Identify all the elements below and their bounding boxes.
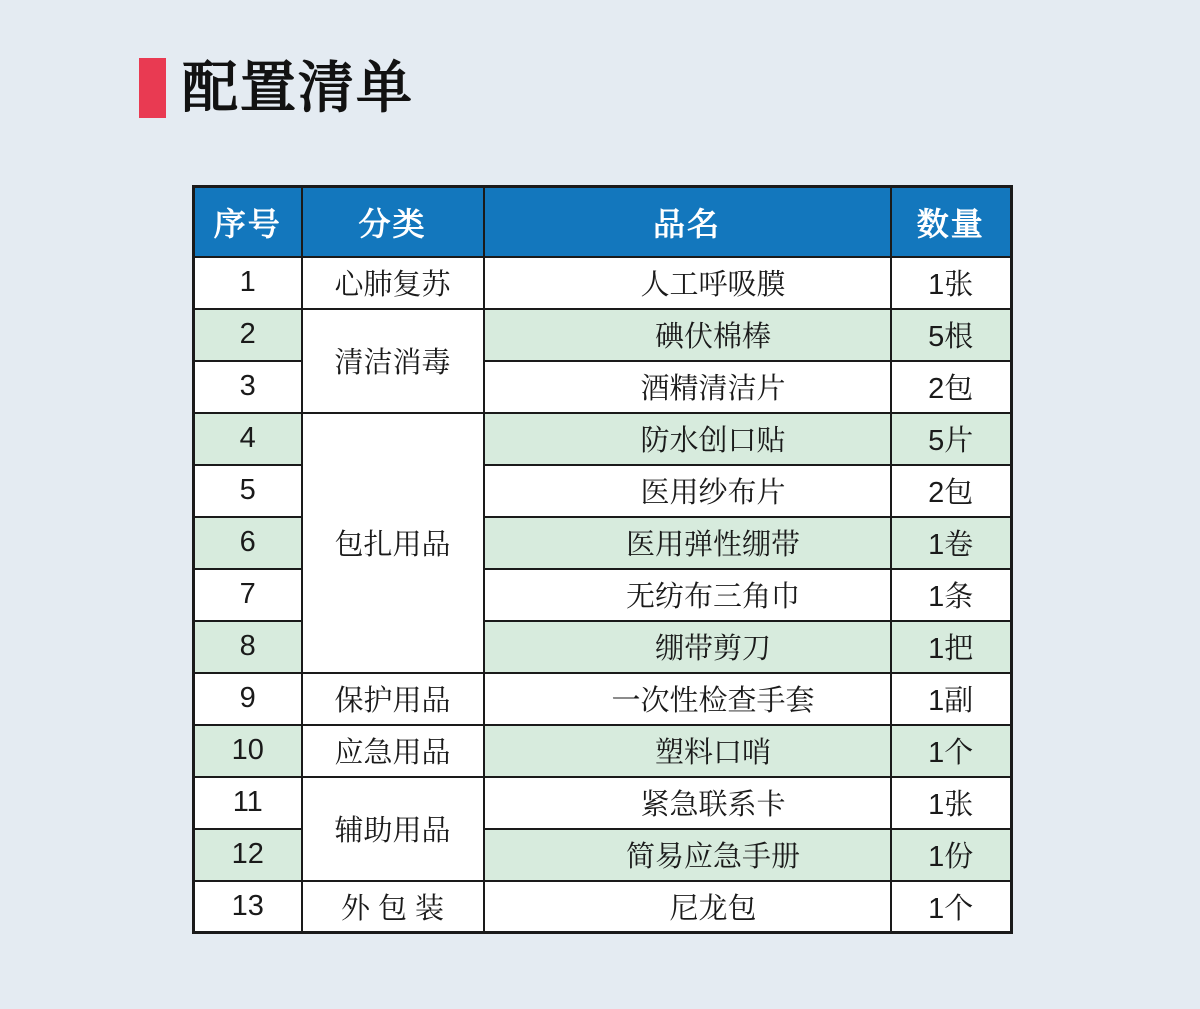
table-row	[194, 309, 1012, 361]
cell-serial-number: 6	[194, 517, 302, 569]
cell-serial-number: 9	[194, 673, 302, 725]
page-title-block	[139, 58, 414, 118]
cell-category: 辅助用品	[302, 777, 484, 881]
cell-serial-number: 10	[194, 725, 302, 777]
cell-serial-number: 11	[194, 777, 302, 829]
cell-quantity: 1把	[891, 621, 1012, 673]
cell-quantity: 2包	[891, 465, 1012, 517]
cell-quantity: 1张	[891, 257, 1012, 309]
cell-quantity: 2包	[891, 361, 1012, 413]
cell-serial-number: 13	[194, 881, 302, 933]
cell-item-name: 绷带剪刀	[484, 621, 891, 673]
spec-table-container	[192, 185, 1013, 934]
spec-table	[192, 185, 1013, 934]
cell-quantity: 1副	[891, 673, 1012, 725]
cell-item-name: 紧急联系卡	[484, 777, 891, 829]
cell-item-name: 简易应急手册	[484, 829, 891, 881]
cell-serial-number: 12	[194, 829, 302, 881]
cell-item-name: 碘伏棉棒	[484, 309, 891, 361]
cell-item-name: 酒精清洁片	[484, 361, 891, 413]
cell-item-name: 无纺布三角巾	[484, 569, 891, 621]
cell-item-name: 尼龙包	[484, 881, 891, 933]
table-row	[194, 413, 1012, 465]
cell-quantity: 1个	[891, 881, 1012, 933]
cell-item-name: 医用纱布片	[484, 465, 891, 517]
cell-serial-number: 4	[194, 413, 302, 465]
cell-category: 外 包 装	[302, 881, 484, 933]
cell-quantity: 1条	[891, 569, 1012, 621]
cell-category: 包扎用品	[302, 413, 484, 673]
cell-category: 心肺复苏	[302, 257, 484, 309]
table-header-row	[194, 187, 1012, 257]
table-body	[194, 257, 1012, 933]
table-row	[194, 725, 1012, 777]
column-header-3: 品名	[484, 187, 891, 257]
cell-category: 清洁消毒	[302, 309, 484, 413]
cell-quantity: 1卷	[891, 517, 1012, 569]
cell-item-name: 医用弹性绷带	[484, 517, 891, 569]
cell-category: 应急用品	[302, 725, 484, 777]
cell-category: 保护用品	[302, 673, 484, 725]
table-row	[194, 257, 1012, 309]
cell-item-name: 人工呼吸膜	[484, 257, 891, 309]
column-header-1: 序号	[194, 187, 302, 257]
cell-item-name: 塑料口哨	[484, 725, 891, 777]
title-accent-bar	[139, 58, 166, 118]
page-title: 配置清单	[182, 56, 414, 119]
cell-quantity: 5片	[891, 413, 1012, 465]
cell-serial-number: 8	[194, 621, 302, 673]
cell-quantity: 1张	[891, 777, 1012, 829]
column-header-4: 数量	[891, 187, 1012, 257]
cell-quantity: 5根	[891, 309, 1012, 361]
cell-serial-number: 5	[194, 465, 302, 517]
table-row	[194, 673, 1012, 725]
cell-serial-number: 7	[194, 569, 302, 621]
cell-quantity: 1份	[891, 829, 1012, 881]
cell-serial-number: 1	[194, 257, 302, 309]
cell-serial-number: 2	[194, 309, 302, 361]
cell-item-name: 一次性检查手套	[484, 673, 891, 725]
cell-quantity: 1个	[891, 725, 1012, 777]
column-header-2: 分类	[302, 187, 484, 257]
table-row	[194, 777, 1012, 829]
table-row	[194, 881, 1012, 933]
cell-serial-number: 3	[194, 361, 302, 413]
cell-item-name: 防水创口贴	[484, 413, 891, 465]
